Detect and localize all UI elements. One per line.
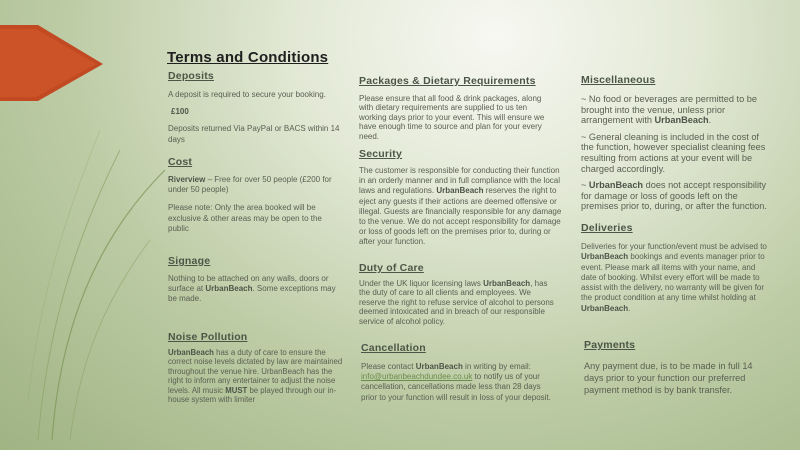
email-link[interactable]: info@urbanbeachdundee.co.uk (361, 372, 473, 382)
security-section (359, 148, 564, 248)
duty-heading: Duty of Care (359, 262, 424, 274)
security-heading: Security (359, 148, 403, 160)
deposits-return-text: Deposits returned Via PayPal or BACS within 14 days (168, 124, 340, 144)
cancellation-heading: Cancellation (361, 342, 426, 354)
cost-note: Please note: Only the area booked will be exclusive & other areas may be open to the public (168, 203, 322, 233)
misc-section (581, 74, 769, 212)
misc-item-responsibility: ~ UrbanBeach does not accept responsibility for damage or loss of goods left on the premises prior to, during, or after the function. (581, 180, 767, 212)
signage-section (168, 255, 346, 305)
misc-heading: Miscellaneous (581, 74, 656, 86)
signage-heading: Signage (168, 255, 211, 267)
decorative-swirl-line (38, 150, 120, 440)
duty-text: Under the UK liquor licensing laws UrbanBeach, has the duty of care to all clients and employees. We reserve the right to refuse service of alcohol to persons deemed intoxicated and in breach of our responsible service of alcohol policy. (359, 279, 554, 326)
deposit-amount: £100 (171, 107, 189, 117)
deposits-heading: Deposits (168, 70, 214, 82)
deliveries-text: Deliveries for your function/event must be advised to UrbanBeach bookings and events manager prior to event. Please mark all items with your name, and date of booking. Whilst every effort will be made to assist with the delivery, no warranty will be given for the product condition at any time whilst holding at UrbanBeach. (581, 242, 767, 313)
packages-text: Please ensure that all food & drink packages, along with dietary requirements are supplied to us ten working days prior to your event. This will ensure we have enough time to source and plan for your every need. (359, 94, 545, 141)
cancellation-section (361, 342, 556, 403)
cost-text: Riverview – Free for over 50 people (£200 for under 50 people) (168, 175, 332, 195)
packages-section (359, 75, 554, 141)
deliveries-heading: Deliveries (581, 222, 633, 234)
cost-section (168, 156, 343, 234)
packages-heading: Packages & Dietary Requirements (359, 75, 536, 87)
misc-item-cleaning: ~ General cleaning is included in the cost of the function, however specialist cleaning fees resulting from actions at your event will be charged accordingly. (581, 131, 766, 174)
page-title: Terms and Conditions (167, 49, 329, 66)
signage-text: Nothing to be attached on any walls, doors or surface at UrbanBeach. Some exceptions may be made. (168, 274, 336, 304)
noise-text: UrbanBeach has a duty of care to ensure the correct noise levels dictated by law are maintained throughout the venue hire. UrbanBeach has the right to inform any entertainer to adjust the noise levels. All music MUST be played through our in-house system with limiter (168, 348, 343, 405)
duty-section (359, 262, 559, 326)
deposits-section (168, 70, 353, 145)
noise-section (168, 331, 348, 404)
payments-section (584, 339, 774, 396)
cost-heading: Cost (168, 156, 193, 168)
decorative-swirl-line (52, 170, 165, 440)
deposits-text: A deposit is required to secure your booking. (168, 90, 326, 99)
noise-heading: Noise Pollution (168, 331, 248, 343)
payments-heading: Payments (584, 339, 636, 351)
decorative-swirl-line (70, 240, 150, 440)
misc-item-food: ~ No food or beverages are permitted to be brought into the venue, unless prior arrangement with UrbanBeach. (581, 94, 757, 126)
security-text: The customer is responsible for conducting their function in an orderly manner and in full compliance with the local laws and regulations. UrbanBeach reserves the right to eject any guests if their actions are deemed offensive or illegal. Guests are financially responsible for any damage to the venue. We do not accept responsibility for damage or loss of goods left on the premises prior to, during or after your function. (359, 166, 562, 247)
cancellation-text: Please contact UrbanBeach in writing by email: info@urbanbeachdundee.co.uk to notify us of your cancellation, cancellations made less than 28 days prior to your function will result in loss of your deposit. (361, 362, 551, 402)
deliveries-section (581, 222, 771, 314)
payments-text: Any payment due, is to be made in full 14 days prior to your function our preferred payment method is by bank transfer. (584, 361, 753, 395)
